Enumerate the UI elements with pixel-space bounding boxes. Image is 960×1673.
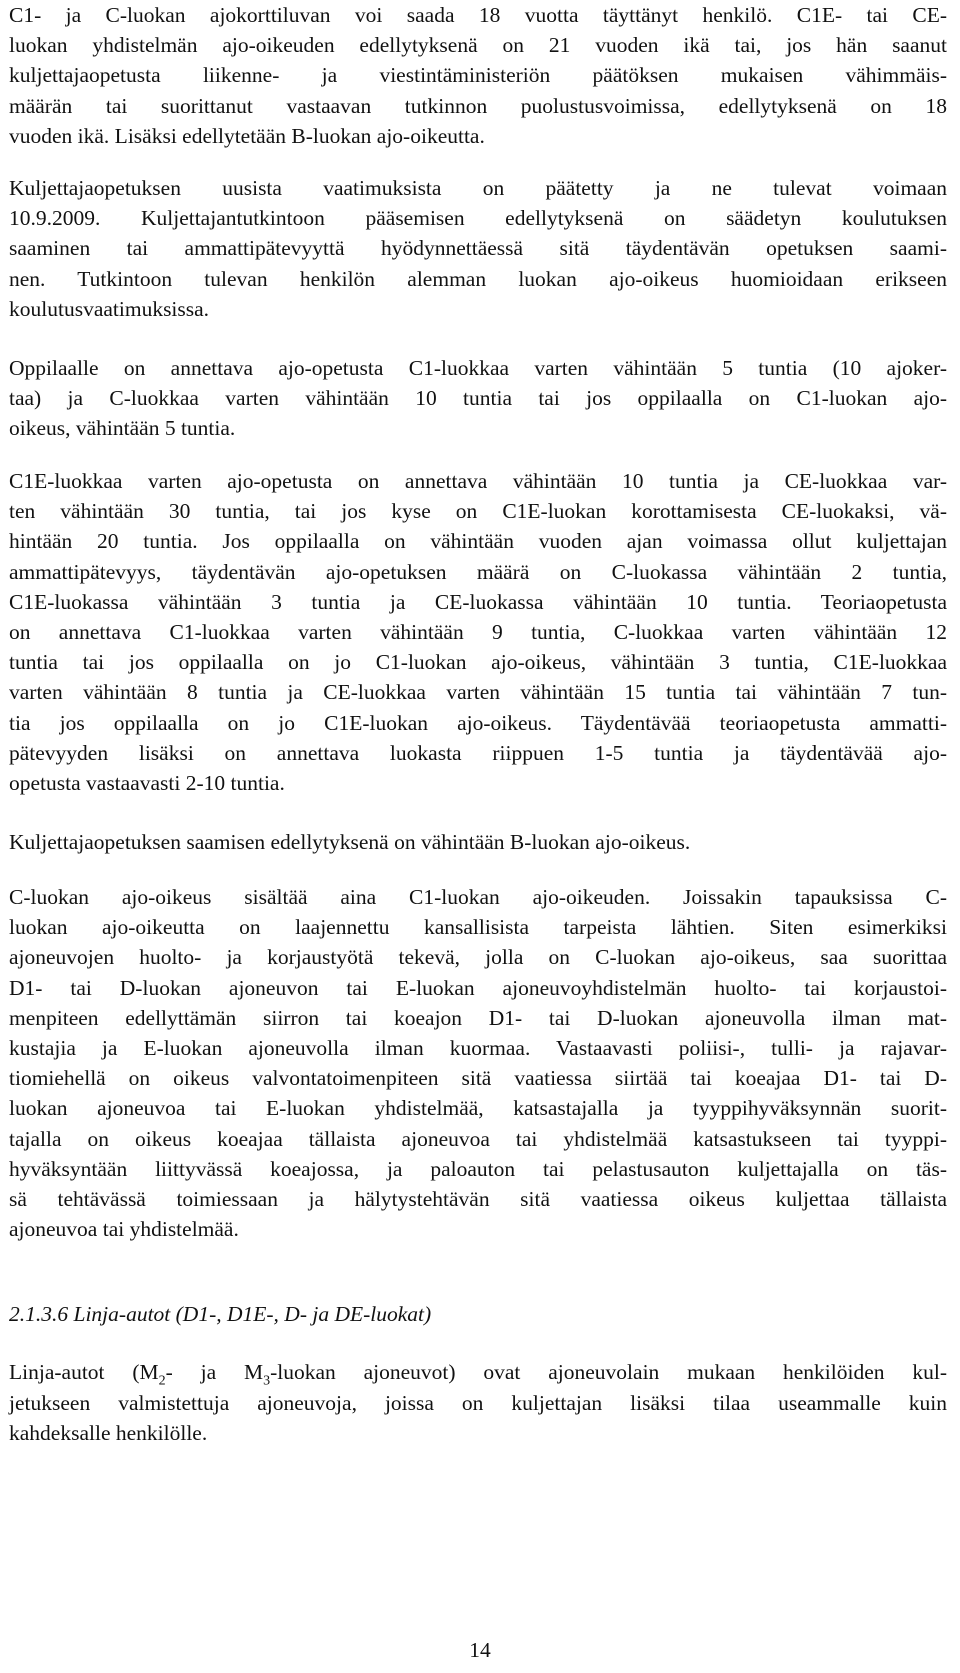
paragraph-line: tajalla on oikeus koeajaa tällaista ajoneuvoa tai yhdistelmää katsastukseen tai tyyppi-: [9, 1126, 947, 1151]
paragraph-line: on annettava C1-luokkaa varten vähintään 9 tuntia, C-luokkaa varten vähintään 12: [9, 620, 947, 644]
paragraph-line: tuntia tai jos oppilaalla on jo C1-luokan ajo-oikeus, vähintään 3 tuntia, C1E-luokkaa: [9, 650, 947, 675]
paragraph-line: koulutusvaatimuksissa.: [9, 296, 210, 321]
paragraph-line: C1E-luokkaa varten ajo-opetusta on annettava vähintään 10 tuntia ja CE-luokkaa var-: [9, 469, 947, 493]
paragraph-line: luokan ajoneuvoa tai E-luokan yhdistelmää, katsastajalla ja tyyppihyväksynnän suorit-: [9, 1096, 947, 1121]
paragraph-line: C1- ja C-luokan ajokorttiluvan voi saada 18 vuotta täyttänyt henkilö. C1E- tai CE-: [9, 3, 947, 27]
paragraph-line: sä tehtävässä toimiessaan ja hälytystehtävän sitä vaatiessa oikeus kuljettaa tällaista: [9, 1187, 947, 1211]
paragraph-line: vuoden ikä. Lisäksi edellytetään B-luokan ajo-oikeutta.: [9, 123, 485, 148]
paragraph-line: C1E-luokassa vähintään 3 tuntia ja CE-luokassa vähintään 10 tuntia. Teoriaopetusta: [9, 589, 947, 614]
paragraph-line: jetukseen valmistettuja ajoneuvoja, joissa on kuljettajan lisäksi tilaa useammalle kuin: [9, 1391, 947, 1415]
paragraph-line: tiomiehellä on oikeus valvontatoimenpiteen sitä vaatiessa siirtää tai koeajaa D1- tai D-: [9, 1066, 947, 1091]
paragraph-line: Kuljettajaopetuksen saamisen edellytyksenä on vähintään B-luokan ajo-oikeus.: [9, 830, 691, 854]
paragraph-line: kuljettajaopetusta liikenne- ja viestintäministeriön päätöksen mukaisen vähimmäis-: [9, 63, 947, 88]
paragraph-line: ammattipätevyys, täydentävän ajo-opetuksen määrä on C-luokassa vähintään 2 tuntia,: [9, 559, 947, 584]
paragraph-line: [9, 1357, 947, 1387]
paragraph-line: Oppilaalle on annettava ajo-opetusta C1-luokkaa varten vähintään 5 tuntia (10 ajoker-: [9, 356, 947, 380]
paragraph-line: kustajia ja E-luokan ajoneuvolla ilman kuormaa. Vastaavasti poliisi-, tulli- ja rajavar-: [9, 1036, 947, 1060]
paragraph-line: ajoneuvojen huolto- ja korjaustyötä tekevä, jolla on C-luokan ajo-oikeus, saa suorittaa: [9, 945, 947, 970]
paragraph-line: menpiteen edellyttämän siirron tai koeajon D1- tai D-luokan ajoneuvolla ilman mat-: [9, 1005, 947, 1030]
paragraph-line: ajoneuvoa tai yhdistelmää.: [9, 1217, 239, 1242]
page-number: 14: [469, 1638, 491, 1662]
paragraph-line: taa) ja C-luokkaa varten vähintään 10 tuntia tai jos oppilaalla on C1-luokan ajo-: [9, 386, 947, 411]
paragraph-line: saaminen tai ammattipätevyyttä hyödynnettäessä sitä täydentävän opetuksen saami-: [9, 236, 947, 261]
text-span: -luokan ajoneuvot) ovat ajoneuvolain mukaan henkilöiden kul-: [270, 1360, 947, 1384]
paragraph-line: varten vähintään 8 tuntia ja CE-luokkaa varten vähintään 15 tuntia tai vähintään 7 tun-: [9, 680, 947, 705]
paragraph-line: D1- tai D-luokan ajoneuvon tai E-luokan ajoneuvoyhdistelmän huolto- tai korjaustoi-: [9, 975, 947, 1000]
paragraph-line: ten vähintään 30 tuntia, tai jos kyse on C1E-luokan korottamisesta CE-luokaksi, vä-: [9, 499, 947, 524]
paragraph-line: hintään 20 tuntia. Jos oppilaalla on vähintään vuoden ajan voimassa ollut kuljettajan: [9, 529, 947, 554]
paragraph-line: määrän tai suorittanut vastaavan tutkinnon puolustusvoimissa, edellytyksenä on 18: [9, 93, 947, 118]
text-span: - ja M: [165, 1360, 264, 1384]
paragraph-line: opetusta vastaavasti 2-10 tuntia.: [9, 771, 285, 795]
paragraph-line: kahdeksalle henkilölle.: [9, 1421, 208, 1445]
paragraph-line: pätevyyden lisäksi on annettava luokasta riippuen 1-5 tuntia ja täydentävää ajo-: [9, 740, 947, 765]
text-span: Linja-autot (M: [9, 1360, 159, 1384]
paragraph-line: luokan ajo-oikeutta on laajennettu kansallisista tarpeista lähtien. Siten esimerkiksi: [9, 915, 947, 940]
paragraph-line: tia jos oppilaalla on jo C1E-luokan ajo-oikeus. Täydentävää teoriaopetusta ammatti-: [9, 710, 947, 735]
subscript: 2: [158, 1373, 166, 1389]
paragraph-line: luokan yhdistelmän ajo-oikeuden edellytyksenä on 21 vuoden ikä tai, jos hän saanut: [9, 33, 947, 58]
paragraph-line: C-luokan ajo-oikeus sisältää aina C1-luokan ajo-oikeuden. Joissakin tapauksissa C-: [9, 885, 947, 909]
section-heading: 2.1.3.6 Linja-autot (D1-, D1E-, D- ja DE-luokat): [9, 1302, 432, 1326]
paragraph-line: nen. Tutkintoon tulevan henkilön alemman luokan ajo-oikeus huomioidaan erikseen: [9, 266, 947, 291]
subscript: 3: [263, 1373, 271, 1389]
paragraph-line: Kuljettajaopetuksen uusista vaatimuksista on päätetty ja ne tulevat voimaan: [9, 176, 947, 200]
paragraph-line: oikeus, vähintään 5 tuntia.: [9, 416, 236, 441]
paragraph-line: hyväksyntään liittyvässä koeajossa, ja paloauton tai pelastusauton kuljettajalla on täs-: [9, 1156, 947, 1181]
paragraph-line: 10.9.2009. Kuljettajantutkintoon pääsemisen edellytyksenä on säädetyn koulutuksen: [9, 206, 947, 231]
